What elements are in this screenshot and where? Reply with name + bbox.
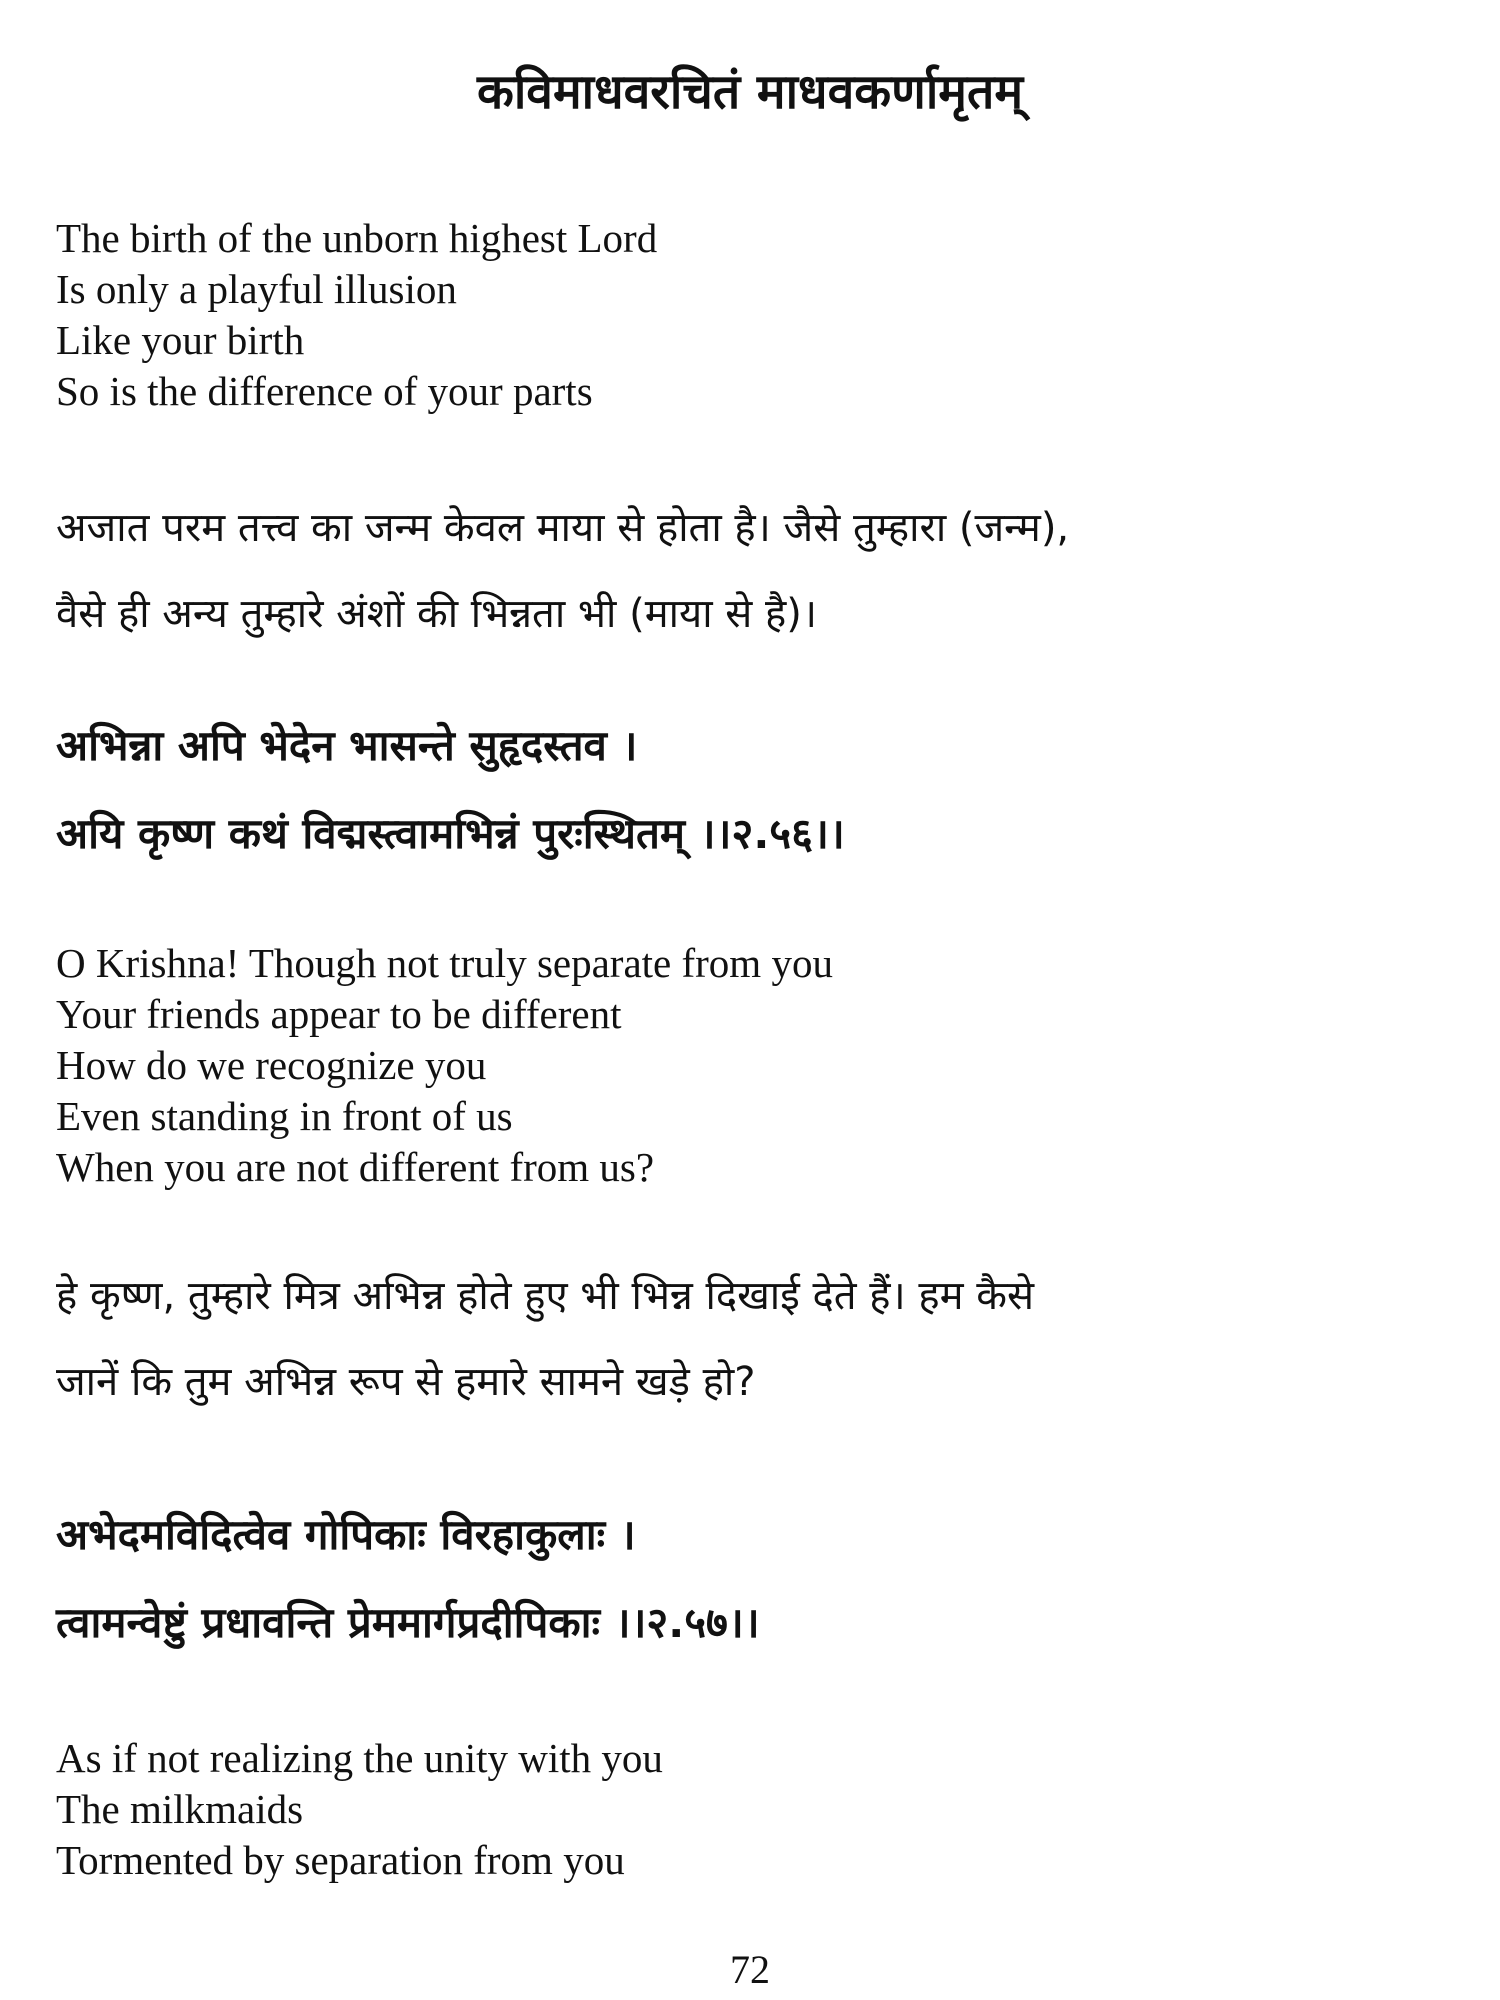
text-line: So is the difference of your parts [56,368,593,414]
english-translation-2 [56,938,833,1193]
text-line: Tormented by separation from you [56,1837,625,1883]
english-translation-1 [56,213,657,417]
text-line: जानें कि तुम अभिन्न रूप से हमारे सामने खड़े हो? [56,1359,756,1405]
text-line: Even standing in front of us [56,1093,513,1139]
text-line: वैसे ही अन्य तुम्हारे अंशों की भिन्नता भी (माया से है)। [56,591,818,637]
verse-line: अभिन्ना अपि भेदेन भासन्ते सुहृदस्तव । [56,721,638,770]
sanskrit-verse-2-56 [56,702,845,878]
verse-line: अयि कृष्ण कथं विद्मस्त्वामभिन्नं पुरःस्थितम् ।।२.५६।। [56,809,845,858]
text-line: The milkmaids [56,1786,304,1832]
text-line: How do we recognize you [56,1042,487,1088]
text-line: The birth of the unborn highest Lord [56,215,658,261]
text-line: अजात परम तत्त्व का जन्म केवल माया से होता है। जैसे तुम्हारा (जन्म), [56,505,1070,551]
text-line: Is only a playful illusion [56,266,457,312]
text-line: As if not realizing the unity with you [56,1735,663,1781]
hindi-commentary-1 [56,485,1069,657]
text-line: Your friends appear to be different [56,991,622,1037]
text-line: हे कृष्ण, तुम्हारे मित्र अभिन्न होते हुए भी भिन्न दिखाई देते हैं। हम कैसे [56,1273,1035,1319]
page-number: 72 [730,1947,770,1992]
page-title: कविमाधवरचितं माधवकर्णामृतम् [476,64,1024,120]
hindi-commentary-2 [56,1253,1034,1425]
text-line: Like your birth [56,317,305,363]
sanskrit-verse-2-57 [56,1491,760,1667]
verse-line: त्वामन्वेष्टुं प्रधावन्ति प्रेममार्गप्रदीपिकाः ।।२.५७।। [56,1598,760,1647]
text-line: When you are not different from us? [56,1144,655,1190]
verse-line: अभेदमविदित्वेव गोपिकाः विरहाकुलाः । [56,1510,636,1559]
english-translation-3 [56,1733,663,1886]
text-line: O Krishna! Though not truly separate from you [56,940,833,986]
